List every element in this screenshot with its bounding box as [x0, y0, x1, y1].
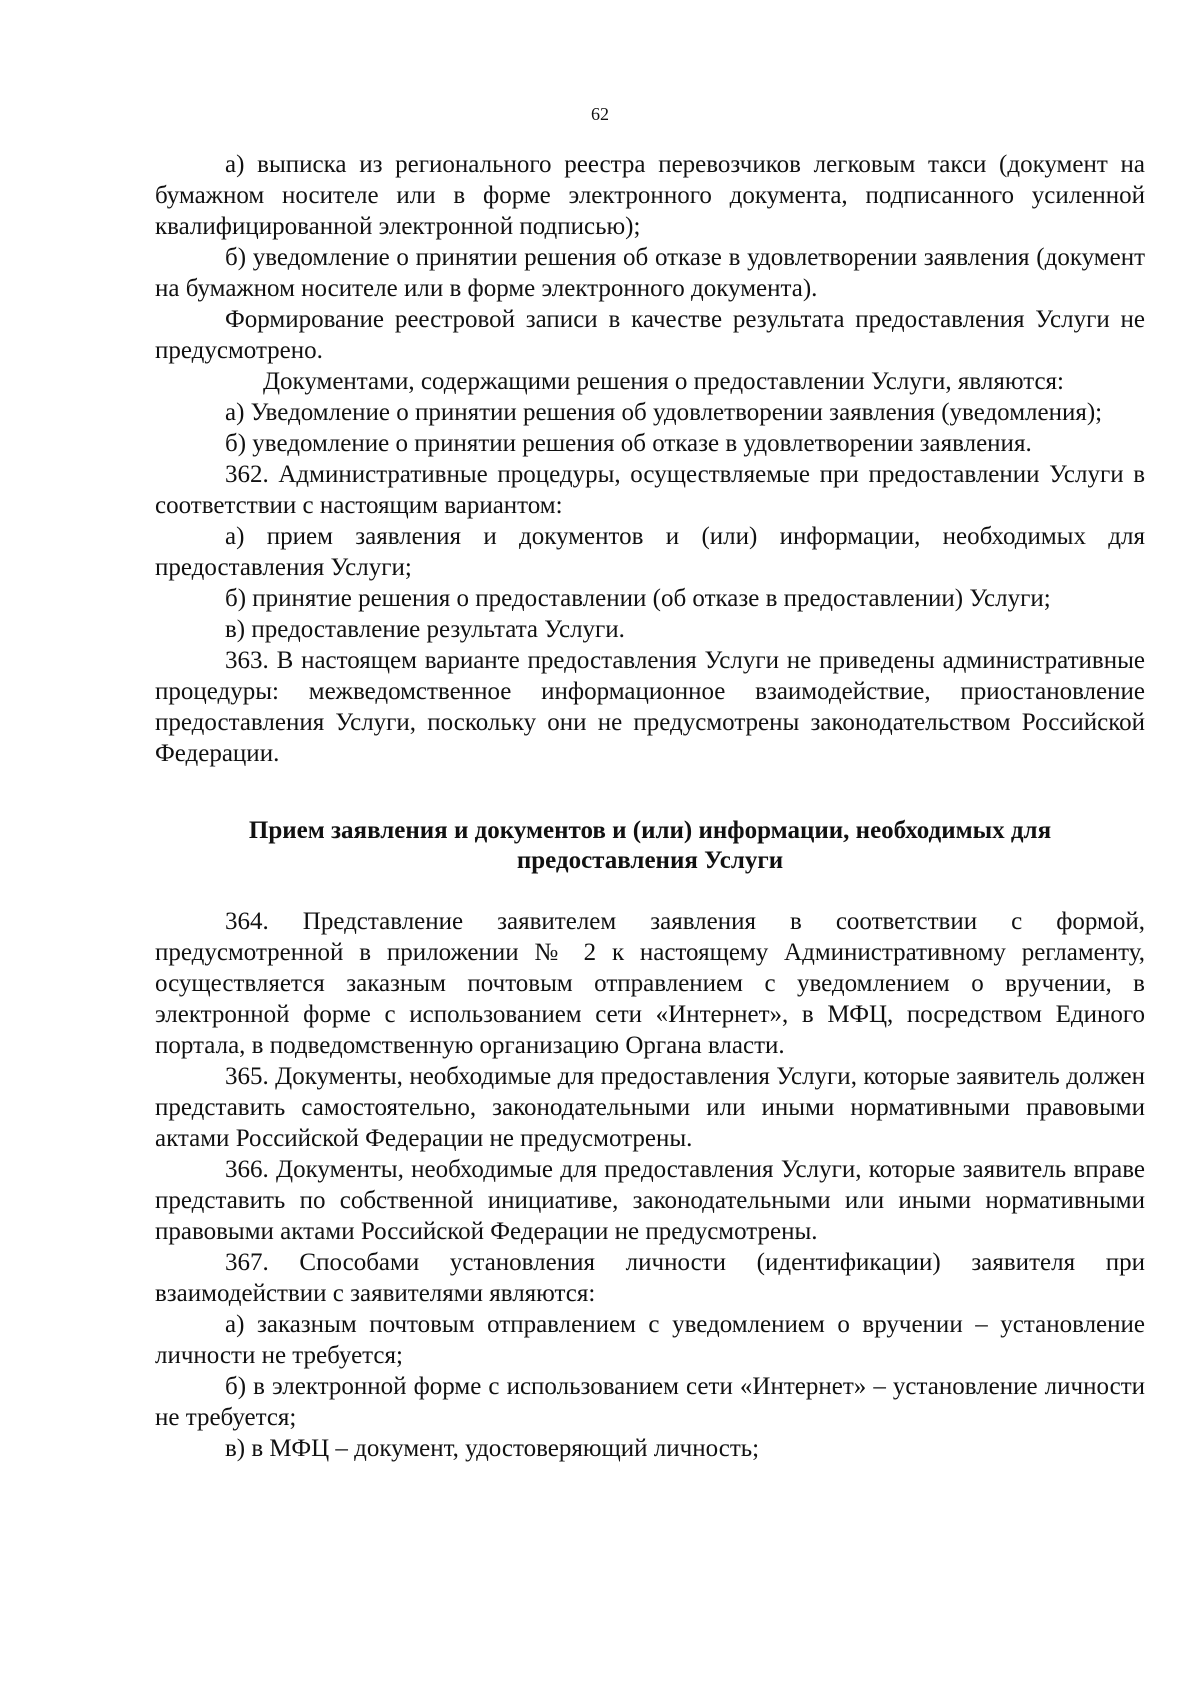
paragraph-registry-record: Формирование реестровой записи в качестве результата предоставления Услуги не предусмотрено.: [155, 306, 1145, 364]
spacer: [155, 876, 1145, 906]
paragraph-decision-documents: Документами, содержащими решения о предоставлении Услуги, являются:: [263, 368, 1064, 395]
paragraph-367-b: б) в электронной форме с использованием сети «Интернет» – установление личности не требуется;: [155, 1373, 1145, 1431]
paragraph-refusal-notice: б) уведомление о принятии решения об отказе в удовлетворении заявления (документ на бумажном носителе или в форме электронного документа).: [155, 244, 1145, 302]
paragraph-366: 366. Документы, необходимые для предоставления Услуги, которые заявитель вправе представить по собственной инициативе, законодательными или иными нормативными правовыми актами Российской Федерации не предусмотрены.: [155, 1156, 1145, 1245]
paragraph-362-b: б) принятие решения о предоставлении (об отказе в предоставлении) Услуги;: [225, 585, 1051, 612]
paragraph-367-c: в) в МФЦ – документ, удостоверяющий личность;: [225, 1435, 760, 1462]
paragraph-363: 363. В настоящем варианте предоставления Услуги не приведены административные процедуры: межведомственное информационное взаимодействие, приостановление предоставления Услуги, поскольку они не предусмотрены законодательством Российской Федерации.: [155, 647, 1145, 767]
paragraph-362-c: в) предоставление результата Услуги.: [225, 616, 625, 643]
paragraph-367: 367. Способами установления личности (идентификации) заявителя при взаимодействии с заявителями являются:: [155, 1249, 1145, 1307]
document-body: [155, 149, 1145, 1464]
paragraph-365: 365. Документы, необходимые для предоставления Услуги, которые заявитель должен представить самостоятельно, законодательными или иными нормативными правовыми актами Российской Федерации не предусмотрены.: [155, 1063, 1145, 1152]
paragraph-362: 362. Административные процедуры, осуществляемые при предоставлении Услуги в соответствии с настоящим вариантом:: [155, 461, 1145, 519]
spacer: [155, 769, 1145, 816]
paragraph-362-a: а) прием заявления и документов и (или) информации, необходимых для предоставления Услуги;: [155, 523, 1145, 581]
paragraph-approval-notice: а) Уведомление о принятии решения об удовлетворении заявления (уведомления);: [225, 399, 1103, 426]
paragraph-367-a: а) заказным почтовым отправлением с уведомлением о вручении – установление личности не требуется;: [155, 1311, 1145, 1369]
paragraph-refusal-decision: б) уведомление о принятии решения об отказе в удовлетворении заявления.: [225, 430, 1032, 457]
paragraph-364: 364. Представление заявителем заявления в соответствии с формой, предусмотренной в приложении № 2 к настоящему Административному регламенту, осуществляется заказным почтовым отправлением с уведомлением о вручении, в электронной форме с использованием сети «Интернет», в МФЦ, посредством Единого портала, в подведомственную организацию Органа власти.: [155, 908, 1145, 1059]
page-number: 62: [591, 104, 609, 124]
section-heading: Прием заявления и документов и (или) информации, необходимых для предоставления Услуги: [248, 817, 1052, 874]
paragraph-extract-registry: а) выписка из регионального реестра перевозчиков легковым такси (документ на бумажном носителе или в форме электронного документа, подписанного усиленной квалифицированной электронной подписью);: [155, 151, 1145, 240]
